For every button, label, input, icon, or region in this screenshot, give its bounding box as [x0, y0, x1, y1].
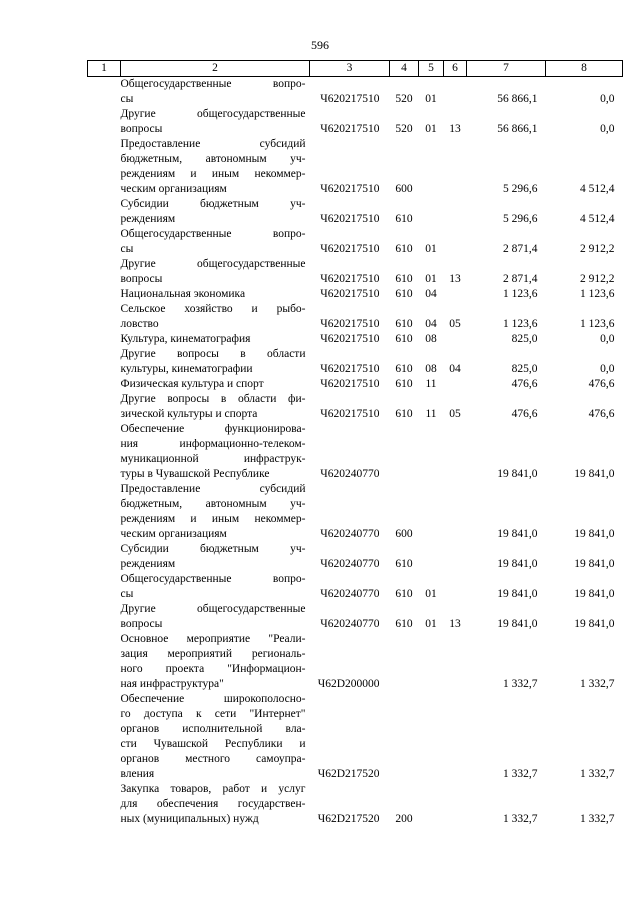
table-row [88, 392, 623, 422]
budget-table [87, 60, 623, 827]
amount-col7: 19 841,0 [497, 528, 538, 540]
subsection: 13 [449, 273, 461, 285]
header-cell: 1 [88, 61, 121, 77]
target-code: Ч620240770 [320, 558, 380, 570]
target-code: Ч620240770 [320, 588, 380, 600]
subsection [444, 287, 467, 302]
empty-cell [88, 392, 121, 422]
item-name-line: ния информационно-телеком- [120, 438, 306, 450]
amount-col8: 19 841,0 [574, 468, 615, 480]
empty-cell [88, 572, 121, 602]
amount-col8: 1 123,6 [580, 318, 615, 330]
item-name [121, 257, 310, 287]
amount-col8: 2 912,2 [580, 243, 615, 255]
item-name-line: ного проекта "Информацион- [120, 663, 306, 675]
empty-cell [88, 257, 121, 287]
item-name-line: Другие вопросы в области [120, 348, 306, 360]
subsection [444, 482, 467, 542]
item-name [121, 287, 310, 302]
target-code: Ч620217510 [320, 213, 380, 225]
section: 01 [425, 618, 437, 630]
amount-col7: 56 866,1 [497, 93, 538, 105]
subsection: 05 [449, 408, 461, 420]
empty-cell [88, 227, 121, 257]
header-cell: 6 [444, 61, 467, 77]
table-row [88, 332, 623, 347]
table-row [88, 347, 623, 377]
item-name-line: реждениям [120, 558, 176, 570]
target-code: Ч620240770 [320, 468, 380, 480]
subsection: 13 [449, 123, 461, 135]
empty-cell [88, 107, 121, 137]
subsection: 04 [449, 363, 461, 375]
subsection [444, 782, 467, 827]
amount-col7: 19 841,0 [497, 588, 538, 600]
section: 08 [425, 333, 437, 345]
header-cell: 8 [546, 61, 623, 77]
expense-type: 600 [395, 183, 413, 195]
item-name [121, 602, 310, 632]
item-name-line: Обеспечение широкополосно- [120, 693, 306, 705]
item-name-line: Предоставление субсидий [120, 138, 306, 150]
table-row [88, 227, 623, 257]
table-row [88, 107, 623, 137]
amount-col8: 1 123,6 [580, 288, 615, 300]
item-name-line: вопросы [120, 618, 163, 630]
empty-cell [88, 77, 121, 108]
header-row [88, 61, 623, 77]
item-name-line: Предоставление субсидий [120, 483, 306, 495]
subsection [444, 77, 467, 108]
item-name-line: Сельское хозяйство и рыбо- [120, 303, 306, 315]
item-name-line: сти Чувашской Республики и [120, 738, 306, 750]
expense-type: 610 [395, 378, 413, 390]
expense-type: 610 [395, 363, 413, 375]
target-code: Ч62D217520 [317, 768, 380, 780]
item-name-line: Закупка товаров, работ и услуг [120, 783, 306, 795]
target-code: Ч620217510 [320, 273, 380, 285]
target-code: Ч620217510 [320, 243, 380, 255]
item-name [121, 137, 310, 197]
section [419, 482, 444, 542]
item-name-line: Культура, кинематография [120, 333, 251, 345]
item-name-line: ловство [120, 318, 159, 330]
expense-type: 610 [395, 288, 413, 300]
item-name-line: органов местного самоупра- [120, 753, 306, 765]
amount-col7: 56 866,1 [497, 123, 538, 135]
item-name-line: сы [120, 588, 134, 600]
amount-col7: 2 871,4 [503, 273, 538, 285]
amount-col7: 2 871,4 [503, 243, 538, 255]
table-row [88, 422, 623, 482]
amount-col8: 19 841,0 [574, 558, 615, 570]
table-row [88, 287, 623, 302]
target-code: Ч620217510 [320, 93, 380, 105]
item-name [121, 482, 310, 542]
amount-col8: 4 512,4 [580, 213, 615, 225]
expense-type: 600 [395, 528, 413, 540]
table-row [88, 542, 623, 572]
amount-col7: 19 841,0 [497, 468, 538, 480]
section: 01 [425, 588, 437, 600]
amount-col7: 19 841,0 [497, 618, 538, 630]
table-body [88, 77, 623, 828]
table-row [88, 632, 623, 692]
item-name-line: культуры, кинематографии [120, 363, 253, 375]
table-row [88, 77, 623, 108]
section [419, 782, 444, 827]
section: 08 [425, 363, 437, 375]
table-row [88, 197, 623, 227]
amount-col7: 1 332,7 [503, 678, 538, 690]
item-name [121, 542, 310, 572]
item-name-line: вопросы [120, 273, 163, 285]
item-name-line: Другие общегосударственные [120, 603, 306, 615]
target-code: Ч62D217520 [317, 813, 380, 825]
amount-col8: 0,0 [600, 123, 615, 135]
expense-type: 610 [395, 213, 413, 225]
amount-col8: 0,0 [600, 93, 615, 105]
item-name-line: сы [120, 243, 134, 255]
amount-col7: 19 841,0 [497, 558, 538, 570]
item-name [121, 197, 310, 227]
item-name-line: Общегосударственные вопро- [120, 228, 306, 240]
subsection [444, 227, 467, 257]
header-cell: 4 [390, 61, 419, 77]
amount-col7: 5 296,6 [503, 183, 538, 195]
target-code: Ч620217510 [320, 123, 380, 135]
header-cell: 5 [419, 61, 444, 77]
amount-col7: 476,6 [511, 408, 538, 420]
item-name [121, 632, 310, 692]
item-name-line: туры в Чувашской Республике [120, 468, 270, 480]
item-name-line: бюджетным, автономным уч- [120, 153, 306, 165]
amount-col7: 1 332,7 [503, 813, 538, 825]
item-name-line: зической культуры и спорта [120, 408, 258, 420]
amount-col8: 0,0 [600, 363, 615, 375]
table-row [88, 257, 623, 287]
empty-cell [88, 332, 121, 347]
section: 11 [425, 408, 437, 420]
amount-col8: 19 841,0 [574, 588, 615, 600]
table-row [88, 482, 623, 542]
target-code: Ч620217510 [320, 288, 380, 300]
expense-type: 610 [395, 408, 413, 420]
item-name-line: реждениям и иным некоммер- [120, 513, 306, 525]
expense-type [390, 632, 419, 692]
amount-col8: 476,6 [588, 408, 615, 420]
expense-type: 610 [395, 318, 413, 330]
subsection: 05 [449, 318, 461, 330]
target-code: Ч620217510 [320, 408, 380, 420]
amount-col7: 5 296,6 [503, 213, 538, 225]
page-number: 596 [311, 38, 329, 52]
section: 01 [425, 123, 437, 135]
item-name-line: Основное мероприятие "Реали- [120, 633, 306, 645]
section: 04 [425, 318, 437, 330]
section [419, 197, 444, 227]
empty-cell [88, 632, 121, 692]
section: 01 [425, 243, 437, 255]
expense-type: 610 [395, 243, 413, 255]
item-name-line: Физическая культура и спорт [120, 378, 264, 390]
item-name-line: ческим организациям [120, 528, 227, 540]
empty-cell [88, 542, 121, 572]
section [419, 137, 444, 197]
empty-cell [88, 782, 121, 827]
subsection [444, 572, 467, 602]
table-row [88, 782, 623, 827]
item-name-line: ных (муниципальных) нужд [120, 813, 259, 825]
empty-cell [88, 482, 121, 542]
section: 01 [425, 273, 437, 285]
table-row [88, 377, 623, 392]
amount-col7: 1 123,6 [503, 318, 538, 330]
empty-cell [88, 137, 121, 197]
item-name [121, 332, 310, 347]
table-row [88, 692, 623, 782]
empty-cell [88, 197, 121, 227]
item-name [121, 392, 310, 422]
header-cell: 2 [121, 61, 310, 77]
item-name-line: Национальная экономика [120, 288, 246, 300]
empty-cell [88, 422, 121, 482]
expense-type: 610 [395, 333, 413, 345]
table-row [88, 137, 623, 197]
item-name-line: го доступа к сети "Интернет" [120, 708, 306, 720]
amount-col8: 19 841,0 [574, 618, 615, 630]
item-name-line: Другие вопросы в области фи- [120, 393, 306, 405]
item-name [121, 77, 310, 108]
empty-cell [88, 602, 121, 632]
amount-col8: 1 332,7 [580, 813, 615, 825]
empty-cell [88, 347, 121, 377]
item-name-line: Общегосударственные вопро- [120, 573, 306, 585]
empty-cell [88, 377, 121, 392]
subsection: 13 [449, 618, 461, 630]
amount-col7: 1 332,7 [503, 768, 538, 780]
item-name [121, 347, 310, 377]
item-name [121, 782, 310, 827]
item-name-line: вления [120, 768, 155, 780]
amount-col8: 4 512,4 [580, 183, 615, 195]
section [419, 542, 444, 572]
empty-cell [88, 287, 121, 302]
expense-type: 610 [395, 273, 413, 285]
item-name [121, 377, 310, 392]
amount-col8: 19 841,0 [574, 528, 615, 540]
item-name-line: Другие общегосударственные [120, 108, 306, 120]
amount-col8: 1 332,7 [580, 768, 615, 780]
subsection [444, 632, 467, 692]
target-code: Ч620217510 [320, 363, 380, 375]
header-cell: 3 [310, 61, 390, 77]
expense-type: 610 [395, 588, 413, 600]
expense-type: 520 [395, 93, 413, 105]
item-name-line: реждениям и иным некоммер- [120, 168, 306, 180]
target-code: Ч620217510 [320, 378, 380, 390]
item-name-line: ческим организациям [120, 183, 227, 195]
item-name [121, 692, 310, 782]
item-name-line: органов исполнительной вла- [120, 723, 306, 735]
subsection [444, 377, 467, 392]
expense-type: 200 [395, 813, 413, 825]
section [419, 632, 444, 692]
section: 11 [425, 378, 437, 390]
empty-cell [88, 692, 121, 782]
subsection [444, 332, 467, 347]
item-name-line: для обеспечения государствен- [120, 798, 306, 810]
item-name-line: Субсидии бюджетным уч- [120, 543, 306, 555]
item-name-line: Обеспечение функционирова- [120, 423, 306, 435]
amount-col8: 0,0 [600, 333, 615, 345]
amount-col8: 476,6 [588, 378, 615, 390]
amount-col8: 1 332,7 [580, 678, 615, 690]
target-code: Ч62D200000 [317, 678, 380, 690]
target-code: Ч620240770 [320, 528, 380, 540]
subsection [444, 197, 467, 227]
section: 01 [425, 93, 437, 105]
amount-col7: 825,0 [511, 333, 538, 345]
item-name [121, 422, 310, 482]
section: 04 [425, 288, 437, 300]
header-cell: 7 [467, 61, 546, 77]
item-name-line: муникационной инфраструк- [120, 453, 306, 465]
expense-type: 520 [395, 123, 413, 135]
item-name-line: Другие общегосударственные [120, 258, 306, 270]
empty-cell [88, 302, 121, 332]
table-row [88, 302, 623, 332]
amount-col8: 2 912,2 [580, 273, 615, 285]
table-row [88, 602, 623, 632]
subsection [444, 137, 467, 197]
expense-type [390, 692, 419, 782]
expense-type [390, 422, 419, 482]
amount-col7: 825,0 [511, 363, 538, 375]
item-name-line: ная инфраструктура" [120, 678, 224, 690]
amount-col7: 476,6 [511, 378, 538, 390]
target-code: Ч620240770 [320, 618, 380, 630]
subsection [444, 692, 467, 782]
table-row [88, 572, 623, 602]
expense-type: 610 [395, 618, 413, 630]
target-code: Ч620217510 [320, 318, 380, 330]
item-name-line: Общегосударственные вопро- [120, 78, 306, 90]
target-code: Ч620217510 [320, 183, 380, 195]
item-name-line: сы [120, 93, 134, 105]
item-name-line: реждениям [120, 213, 176, 225]
amount-col7: 1 123,6 [503, 288, 538, 300]
item-name [121, 302, 310, 332]
expense-type: 610 [395, 558, 413, 570]
item-name-line: Субсидии бюджетным уч- [120, 198, 306, 210]
item-name-line: зация мероприятий региональ- [120, 648, 306, 660]
subsection [444, 542, 467, 572]
subsection [444, 422, 467, 482]
section [419, 422, 444, 482]
section [419, 692, 444, 782]
target-code: Ч620217510 [320, 333, 380, 345]
item-name-line: бюджетным, автономным уч- [120, 498, 306, 510]
item-name [121, 107, 310, 137]
item-name [121, 572, 310, 602]
item-name [121, 227, 310, 257]
item-name-line: вопросы [120, 123, 163, 135]
